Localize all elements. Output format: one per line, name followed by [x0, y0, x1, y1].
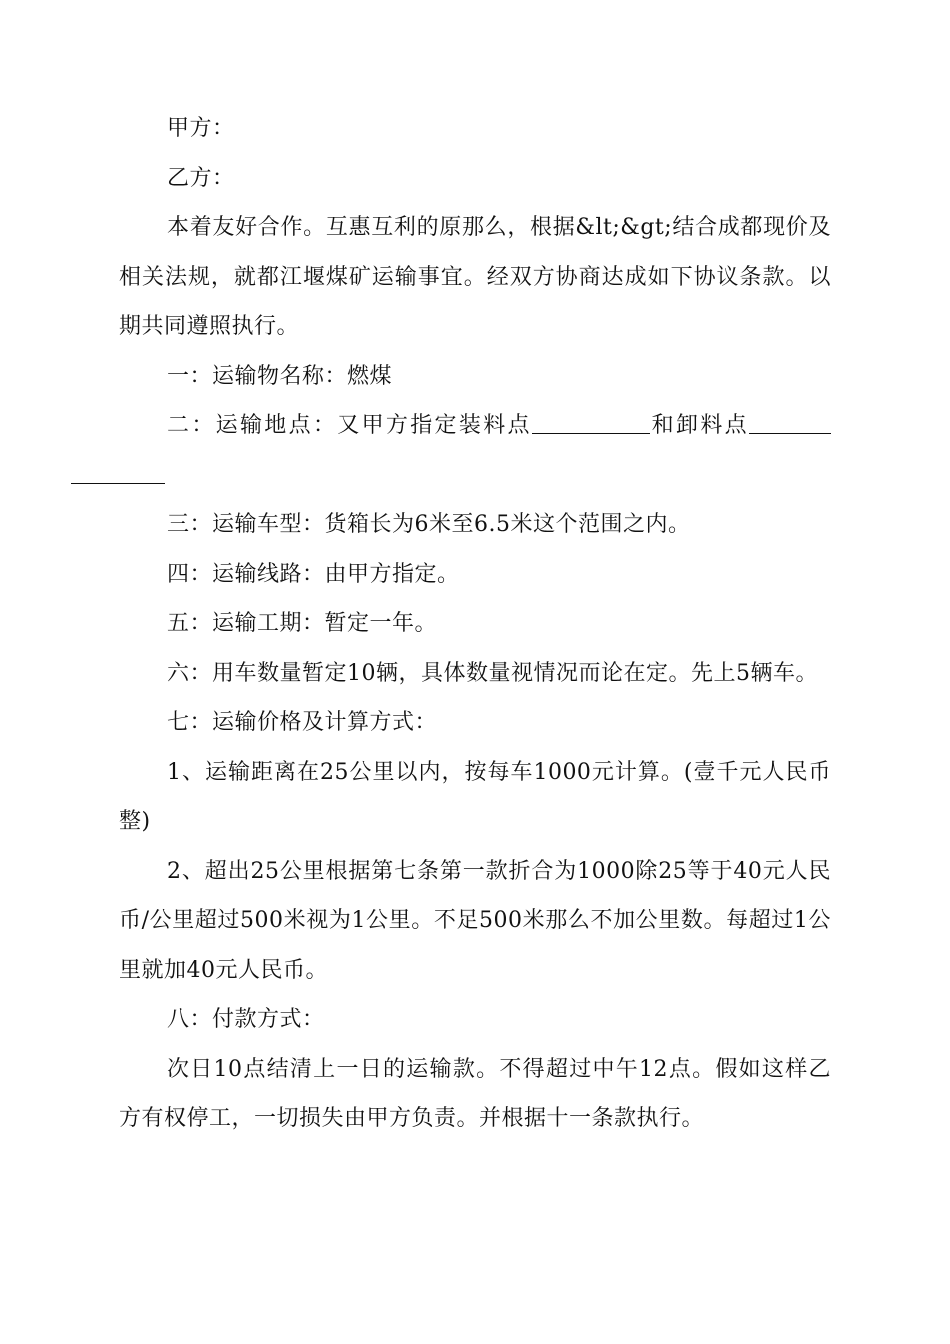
unloading-point-blank-continued — [71, 461, 165, 484]
clause-7-item-2: 2、超出25公里根据第七条第一款折合为1000除25等于40元人民币/公里超过500米视为1公里。不足500米那么不加公里数。每超过1公里就加40元人民币。 — [119, 858, 831, 983]
clause-2-location — [119, 401, 831, 500]
clause-3-vehicle: 三：运输车型：货箱长为6米至6.5米这个范围之内。 — [167, 512, 691, 537]
loading-point-blank — [532, 411, 650, 434]
clause-2-prefix: 二：运输地点：又甲方指定装料点 — [167, 413, 532, 438]
clause-8-heading: 八：付款方式： — [167, 1007, 325, 1032]
document-body — [119, 104, 831, 1144]
clause-2-middle: 和卸料点 — [649, 413, 749, 438]
preamble-paragraph: 本着友好合作。互惠互利的原那么，根据&lt;&gt;结合成都现价及相关法规，就都江堰煤矿运输事宜。经双方协商达成如下协议条款。以期共同遵照执行。 — [119, 215, 831, 339]
party-a-line: 甲方： — [167, 116, 235, 141]
unloading-point-blank — [749, 411, 831, 434]
party-b-line: 乙方： — [167, 165, 235, 191]
clause-8-body: 次日10点结清上一日的运输款。不得超过中午12点。假如这样乙方有权停工，一切损失由甲方负责。并根据十一条款执行。 — [119, 1056, 831, 1131]
clause-6-vehicles: 六：用车数量暂定10辆，具体数量视情况而论在定。先上5辆车。 — [167, 660, 818, 686]
clause-7-item-1: 1、运输距离在25公里以内，按每车1000元计算。(壹千元人民币整) — [119, 759, 831, 834]
clause-1-cargo: 一：运输物名称：燃煤 — [167, 363, 393, 389]
clause-7-heading: 七：运输价格及计算方式： — [167, 710, 438, 735]
clause-4-route: 四：运输线路：由甲方指定。 — [167, 561, 460, 587]
clause-5-period: 五：运输工期：暂定一年。 — [167, 611, 438, 636]
